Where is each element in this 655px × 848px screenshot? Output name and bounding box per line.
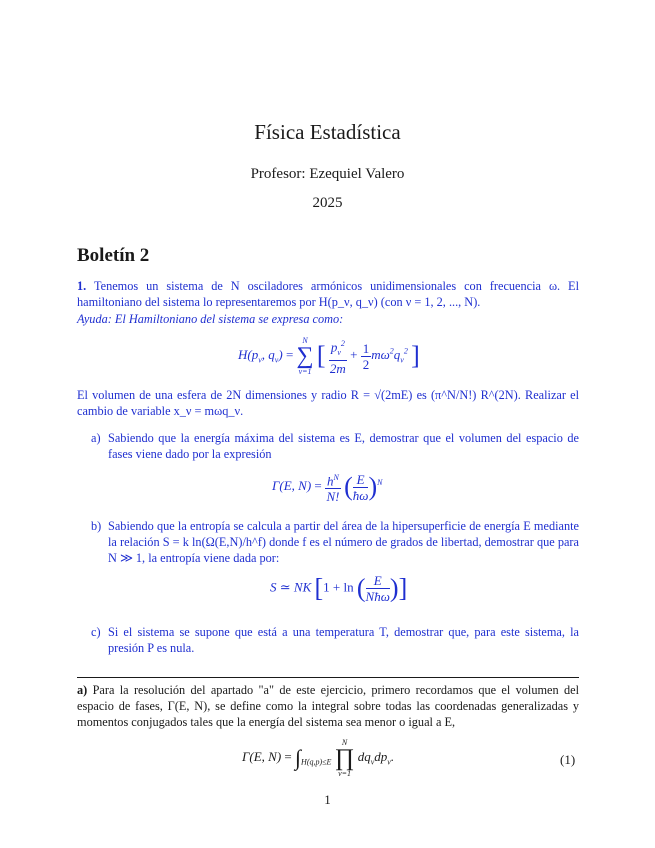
item-text: Sabiendo que la energía máxima del sistema es E, demostrar que el volumen del espacio de fases viene dado por la expresión	[108, 431, 579, 461]
item-label: b)	[91, 519, 102, 533]
solution-text: Para la resolución del apartado "a" de este ejercicio, primero recordamos que el volumen del espacio de fases, Γ(E, N), se define como la integral sobre todas las coordenadas generalizadas y momentos conjugados tales que la energía del sistema sea menor o igual a E,	[77, 683, 579, 729]
phase-space-volume-equation: Γ(E, N) = $\frac{h^N}{N!}$ ( $\frac{E}{ħ\omega}$ )$^N$	[272, 471, 383, 505]
problem-intro	[77, 278, 579, 310]
section-heading: Boletín 2	[77, 245, 150, 266]
solution-paragraph	[77, 682, 579, 730]
item-text: Sabiendo que la entropía se calcula a partir del área de la hipersuperficie de energía E mediante la relación S = k ln(Ω(E,N)/h^f) donde f es el número de grados de libertad, demostrar que para N ≫ 1, la entropía viene dada por:	[108, 519, 579, 565]
hamiltonian-equation: $H(p_\nu$, $q_\nu$) = N ∑ ν=1 [ $\frac{p_\nu^2}{2m}$ + $\frac{1}{2}$ $m\omega^2q_\nu^2$ ]	[238, 336, 420, 376]
document-author: Profesor: Ezequiel Valero	[250, 166, 405, 182]
document-year: 2025	[312, 195, 343, 211]
page-number: 1	[324, 792, 331, 807]
integral-equation: Γ(E, $N) = \int_{H(q,p)\le E}$ N ∏ ν=1 $dq_\nu dp_\nu$.	[242, 738, 395, 778]
problem-hint: Ayuda: El Hamiltoniano del sistema se expresa como:	[77, 312, 344, 326]
item-label: c)	[91, 625, 101, 639]
problem-item-b	[91, 518, 579, 566]
volume-text: El volumen de una esfera de 2N dimensiones y radio R = √(2mE) es (π^N/N!) R^(2N). Realizar el cambio de variable x_ν = mωq_ν.	[77, 388, 579, 418]
problem-item-c	[91, 624, 579, 656]
solution-label: a)	[77, 683, 88, 697]
problem-intro-text: Tenemos un sistema de N osciladores armónicos unidimensionales con frecuencia ω. El hamiltoniano del sistema lo representaremos por H(p_ν, q_ν) (con ν = 1, 2, ..., N).	[77, 279, 579, 309]
equation-number: (1)	[560, 752, 576, 767]
document-title: Física Estadística	[254, 120, 401, 144]
problem-item-a	[91, 430, 579, 462]
item-text: Si el sistema se supone que está a una temperatura T, demostrar que, para este sistema, la presión P es nula.	[108, 625, 579, 655]
problem-number: 1.	[77, 279, 87, 293]
horizontal-rule	[77, 677, 579, 678]
entropy-equation: S ≃ NK [1 + ln ( $\frac{E}{\text{Nħω}}$ )]	[270, 573, 408, 604]
item-label: a)	[91, 431, 101, 445]
